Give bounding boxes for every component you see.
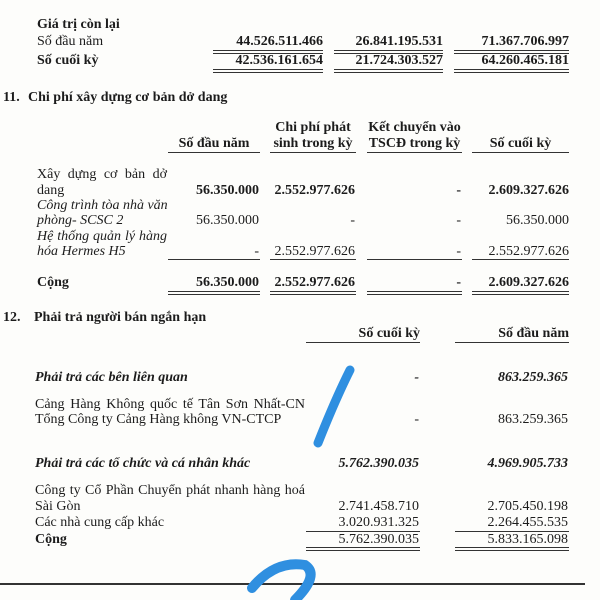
col-header: sinh trong kỳ bbox=[273, 136, 353, 151]
cell: 4.969.905.733 bbox=[487, 456, 568, 471]
cell: 2.264.455.535 bbox=[487, 515, 568, 530]
col-header: TSCĐ trong kỳ bbox=[368, 136, 461, 151]
double-underline bbox=[454, 69, 569, 73]
cell: 71.367.706.997 bbox=[481, 34, 569, 49]
col-header: Kết chuyển vào bbox=[368, 120, 461, 135]
cell: 3.020.931.325 bbox=[338, 515, 419, 530]
row-label: phòng- SCSC 2 bbox=[37, 213, 124, 228]
underline bbox=[367, 259, 462, 260]
row-label: Xây dựng cơ bản dở bbox=[37, 167, 167, 182]
row-label: Số cuối kỳ bbox=[37, 53, 99, 68]
total-label: Cộng bbox=[35, 532, 67, 547]
total-cell: 2.552.977.626 bbox=[274, 275, 355, 290]
section-title: Chi phí xây dựng cơ bản dở dang bbox=[28, 90, 228, 105]
cell: 2.552.977.626 bbox=[274, 183, 355, 198]
cell: 42.536.161.654 bbox=[235, 53, 323, 68]
cell: 2.741.458.710 bbox=[338, 499, 419, 514]
underline bbox=[270, 259, 356, 260]
cell: 21.724.303.527 bbox=[355, 53, 443, 68]
total-cell: 56.350.000 bbox=[196, 275, 259, 290]
total-label: Cộng bbox=[37, 275, 69, 290]
section-number: 12. bbox=[3, 310, 21, 325]
row-label: Tổng Công ty Cảng Hàng không VN-CTCP bbox=[35, 412, 282, 427]
underline bbox=[367, 152, 462, 153]
cell: 5.762.390.035 bbox=[338, 456, 419, 471]
cell: 863.259.365 bbox=[498, 412, 568, 427]
cell: - bbox=[350, 213, 355, 228]
row-label: Hệ thống quản lý hàng bbox=[37, 229, 167, 244]
underline bbox=[472, 259, 569, 260]
cell: - bbox=[456, 244, 461, 259]
cell: 64.260.465.181 bbox=[481, 53, 569, 68]
row-label: Phải trả các bên liên quan bbox=[35, 370, 188, 385]
cell: 2.552.977.626 bbox=[488, 244, 569, 259]
double-underline bbox=[455, 547, 569, 551]
cell: 2.552.977.626 bbox=[274, 244, 355, 259]
cell: - bbox=[456, 183, 461, 198]
cell: 56.350.000 bbox=[196, 183, 259, 198]
underline bbox=[270, 152, 356, 153]
cell: - bbox=[254, 244, 259, 259]
total-cell: - bbox=[456, 275, 461, 290]
underline bbox=[472, 152, 569, 153]
row-label: Các nhà cung cấp khác bbox=[35, 515, 165, 530]
total-cell: 5.833.165.098 bbox=[487, 532, 568, 547]
cell: - bbox=[414, 412, 419, 427]
cell: 26.841.195.531 bbox=[355, 34, 443, 49]
cell: 56.350.000 bbox=[196, 213, 259, 228]
cell: 2.609.327.626 bbox=[488, 183, 569, 198]
double-underline bbox=[270, 291, 356, 295]
cell: 44.526.511.466 bbox=[236, 34, 323, 49]
row-label: Công trình tòa nhà văn bbox=[37, 198, 168, 213]
underline bbox=[306, 342, 420, 343]
col-header: Số đầu năm bbox=[498, 326, 569, 341]
cell: 2.705.450.198 bbox=[487, 499, 568, 514]
row-label: hóa Hermes H5 bbox=[37, 244, 126, 259]
page-footer-rule bbox=[0, 583, 585, 585]
double-underline bbox=[168, 291, 260, 295]
underline bbox=[168, 259, 260, 260]
row-label: Phải trả các tổ chức và cá nhân khác bbox=[35, 456, 251, 471]
col-header: Số cuối kỳ bbox=[489, 136, 552, 151]
double-underline bbox=[213, 69, 323, 73]
double-underline bbox=[306, 547, 420, 551]
col-header: Số cuối kỳ bbox=[358, 326, 420, 341]
row-label: Công ty Cổ Phần Chuyển phát nhanh hàng hoá bbox=[35, 483, 305, 498]
col-header: Số đầu năm bbox=[178, 136, 250, 151]
row-label: Cảng Hàng Không quốc tế Tân Sơn Nhất-CN bbox=[35, 397, 305, 412]
cell: 863.259.365 bbox=[498, 370, 568, 385]
row-label: Sài Gòn bbox=[35, 499, 81, 514]
col-header: Chi phí phát bbox=[275, 120, 351, 135]
double-underline bbox=[334, 69, 443, 73]
double-underline bbox=[472, 291, 569, 295]
cell: 56.350.000 bbox=[506, 213, 569, 228]
underline bbox=[455, 342, 569, 343]
total-cell: 2.609.327.626 bbox=[488, 275, 569, 290]
section-title: Phải trả người bán ngắn hạn bbox=[34, 310, 207, 325]
section-number: 11. bbox=[3, 90, 20, 105]
underline bbox=[168, 152, 260, 153]
cell: - bbox=[414, 370, 419, 385]
cell: - bbox=[456, 213, 461, 228]
residual-value-label: Giá trị còn lại bbox=[37, 17, 120, 32]
row-label: Số đầu năm bbox=[37, 34, 104, 49]
total-cell: 5.762.390.035 bbox=[338, 532, 419, 547]
row-label: dang bbox=[37, 183, 65, 198]
double-underline bbox=[367, 291, 462, 295]
